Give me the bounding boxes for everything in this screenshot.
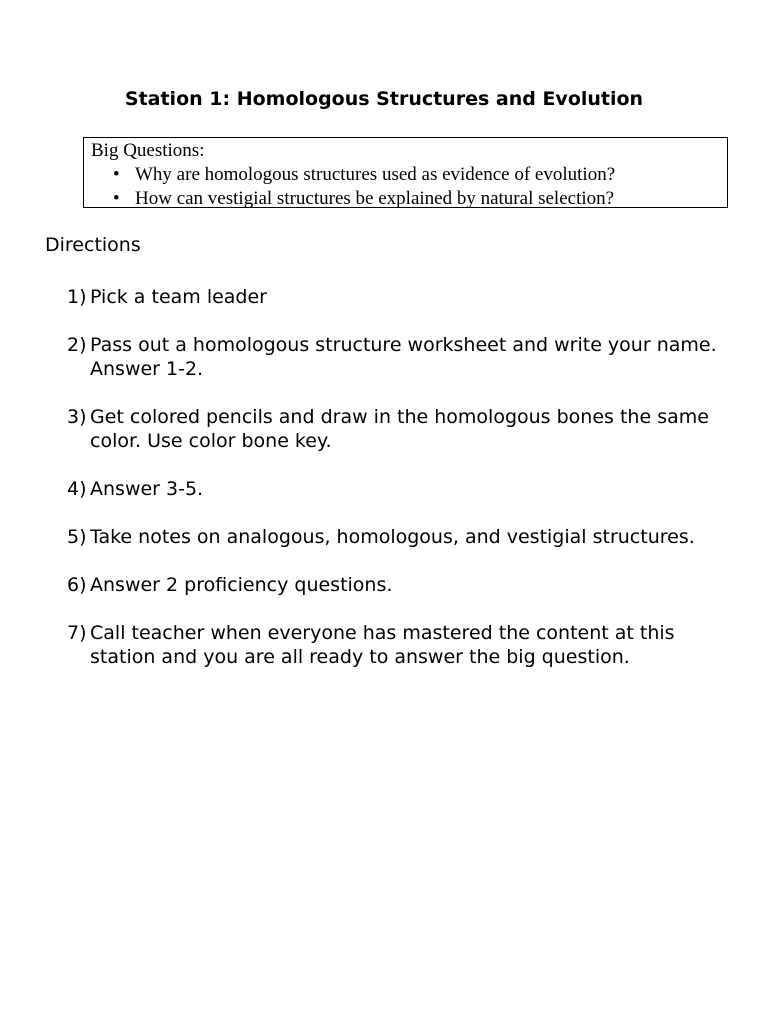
direction-step — [67, 477, 727, 501]
step-text: Call teacher when everyone has mastered the content at this station and you are all ready to answer the big question. — [90, 622, 675, 668]
bullet-icon: • — [113, 188, 120, 209]
directions-heading: Directions — [45, 234, 141, 256]
big-question-item — [91, 163, 727, 187]
step-number: 6) — [67, 574, 87, 596]
step-text: Take notes on analogous, homologous, and vestigial structures. — [90, 526, 695, 548]
big-question-item — [91, 187, 727, 211]
big-question-text: How can vestigial structures be explained by natural selection? — [135, 188, 615, 209]
direction-step — [67, 333, 727, 381]
direction-step — [67, 525, 727, 549]
step-number: 7) — [67, 622, 87, 644]
step-text: Get colored pencils and draw in the homologous bones the same color. Use color bone key. — [90, 406, 709, 452]
step-text: Answer 2 proficiency questions. — [90, 574, 393, 596]
direction-step — [67, 405, 727, 453]
directions-list — [67, 285, 727, 693]
direction-step — [67, 621, 727, 669]
bullet-icon: • — [113, 164, 120, 185]
page-title: Station 1: Homologous Structures and Evolution — [124, 88, 644, 110]
direction-step — [67, 285, 727, 309]
big-questions-list — [91, 163, 727, 211]
big-questions-box — [83, 137, 728, 208]
step-number: 1) — [67, 286, 87, 308]
big-question-text: Why are homologous structures used as evidence of evolution? — [135, 164, 616, 185]
step-number: 2) — [67, 334, 87, 356]
step-number: 3) — [67, 406, 87, 428]
step-number: 4) — [67, 478, 87, 500]
step-number: 5) — [67, 526, 87, 548]
step-text: Pick a team leader — [90, 286, 267, 308]
big-questions-heading: Big Questions: — [91, 140, 205, 161]
step-text: Answer 3-5. — [90, 478, 204, 500]
step-text: Pass out a homologous structure worksheet and write your name. Answer 1-2. — [90, 334, 717, 380]
direction-step — [67, 573, 727, 597]
